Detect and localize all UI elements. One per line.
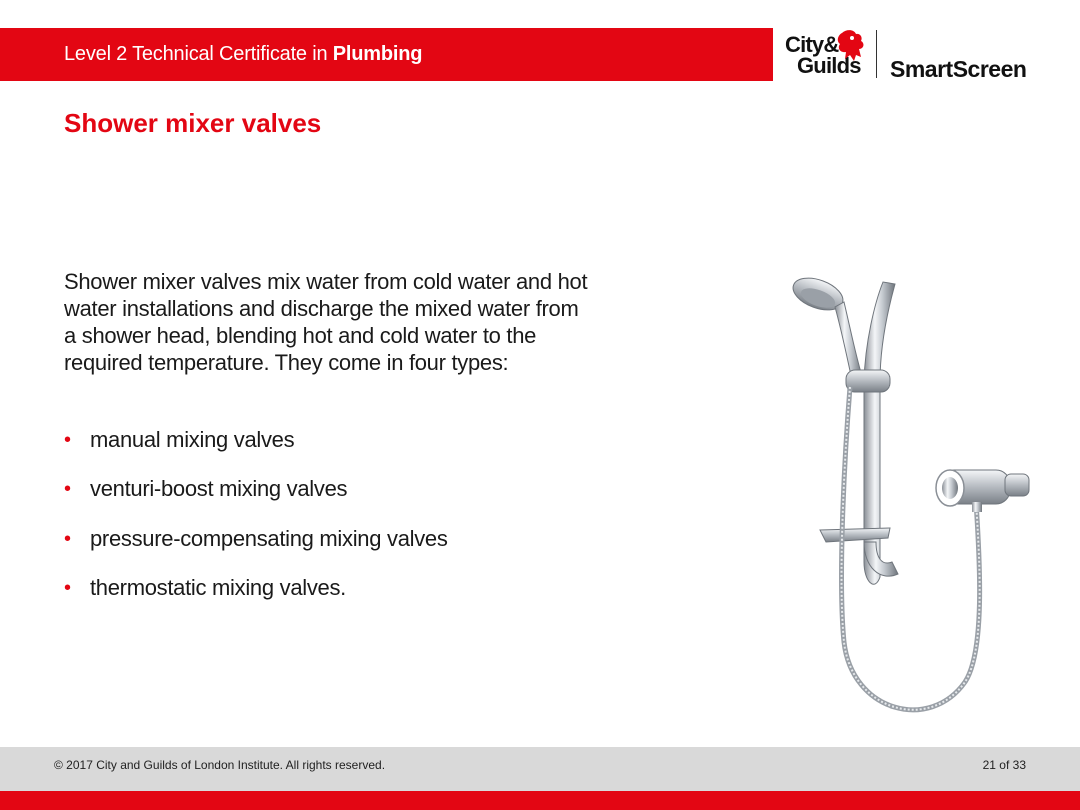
logo-divider — [876, 30, 877, 78]
shower-mixer-valve-icon — [780, 262, 1040, 722]
list-item — [64, 525, 624, 574]
bullet-dot: • — [64, 527, 71, 550]
header-title-prefix: Level 2 Technical Certificate in — [64, 43, 333, 65]
list-item — [64, 426, 624, 475]
intro-paragraph: Shower mixer valves mix water from cold water and hot water installations and discharge the mixed water from a shower head, blending hot and cold water to the required temperature. They come in four types: — [64, 269, 588, 375]
header-title — [64, 43, 422, 66]
bullet-dot: • — [64, 478, 71, 501]
list-item — [64, 574, 624, 623]
bullet-text: thermostatic mixing valves. — [90, 574, 346, 600]
bullet-dot: • — [64, 429, 71, 451]
bullet-text: pressure-compensating mixing valves — [90, 525, 448, 551]
lion-icon — [834, 29, 866, 63]
logo-line1: City& — [785, 32, 839, 57]
bullet-text: venturi-boost mixing valves — [90, 476, 348, 502]
header-title-bold: Plumbing — [332, 43, 423, 65]
logo-smartscreen: SmartScreen — [890, 56, 1027, 82]
footer-copyright: © 2017 City and Guilds of London Institute. All rights reserved. — [54, 758, 386, 772]
bullet-list — [64, 426, 624, 623]
list-item — [64, 475, 624, 524]
logo-line2: Guilds — [797, 53, 861, 78]
page-number: 21 of 33 — [982, 758, 1026, 772]
bottom-strip — [0, 791, 1080, 810]
bullet-text: manual mixing valves — [90, 427, 295, 452]
bullet-dot: • — [64, 576, 71, 599]
slide-title: Shower mixer valves — [64, 108, 322, 138]
